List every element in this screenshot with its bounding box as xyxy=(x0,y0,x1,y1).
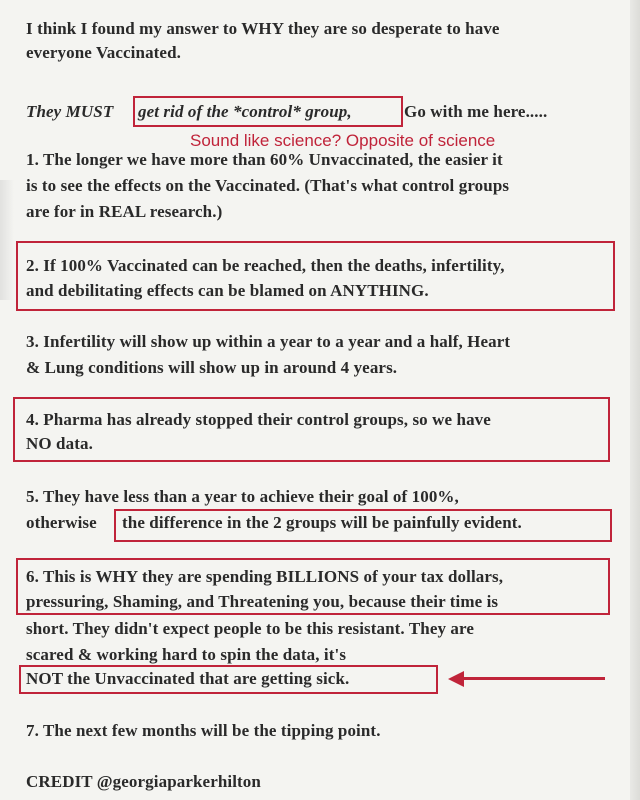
annotation-text: Sound like science? Opposite of science xyxy=(190,131,496,150)
point-1-line-1: 1. The longer we have more than 60% Unvaccinated, the easier it xyxy=(26,150,503,169)
point-1-line-3: are for in REAL research.) xyxy=(26,202,223,221)
point-6-line-4: scared & working hard to spin the data, it's xyxy=(26,645,347,664)
credit-line: CREDIT @georgiaparkerhilton xyxy=(26,772,261,791)
scan-shadow xyxy=(0,180,14,300)
point-6-conclusion-box xyxy=(19,665,438,694)
point-4-line-1: 4. Pharma has already stopped their control groups, so we have xyxy=(26,410,491,429)
arrow-shaft xyxy=(462,677,605,680)
premise-highlight-box xyxy=(133,96,403,127)
arrow-left-icon xyxy=(448,671,464,687)
point-6-line-1: 6. This is WHY they are spending BILLIONS of your tax dollars, xyxy=(26,567,504,586)
premise-boxed-text: get rid of the *control* group, xyxy=(138,102,352,121)
intro-line-1: I think I found my answer to WHY they are so desperate to have xyxy=(26,19,500,38)
point-6-line-5: NOT the Unvaccinated that are getting sick. xyxy=(26,669,350,688)
point-7-line-1: 7. The next few months will be the tipping point. xyxy=(26,721,381,740)
point-5-line-2-boxed: the difference in the 2 groups will be painfully evident. xyxy=(122,513,522,532)
point-2-line-2: and debilitating effects can be blamed on ANYTHING. xyxy=(26,281,429,300)
intro-line-2: everyone Vaccinated. xyxy=(26,43,181,62)
point-5-line-1: 5. They have less than a year to achieve their goal of 100%, xyxy=(26,487,459,506)
point-2-line-1: 2. If 100% Vaccinated can be reached, then the deaths, infertility, xyxy=(26,256,505,275)
point-3-line-1: 3. Infertility will show up within a year to a year and a half, Heart xyxy=(26,332,511,351)
point-5-highlight-box xyxy=(114,509,612,542)
point-6-line-2: pressuring, Shaming, and Threatening you, because their time is xyxy=(26,592,499,611)
premise-lead: They MUST xyxy=(26,102,114,121)
point-4-line-2: NO data. xyxy=(26,434,93,453)
page-edge xyxy=(630,0,640,800)
premise-tail: Go with me here..... xyxy=(404,102,548,121)
point-5-line-2-lead: otherwise xyxy=(26,513,97,532)
point-3-line-2: & Lung conditions will show up in around 4 years. xyxy=(26,358,398,377)
point-6-line-3: short. They didn't expect people to be this resistant. They are xyxy=(26,619,475,638)
point-1-line-2: is to see the effects on the Vaccinated. (That's what control groups xyxy=(26,176,510,195)
